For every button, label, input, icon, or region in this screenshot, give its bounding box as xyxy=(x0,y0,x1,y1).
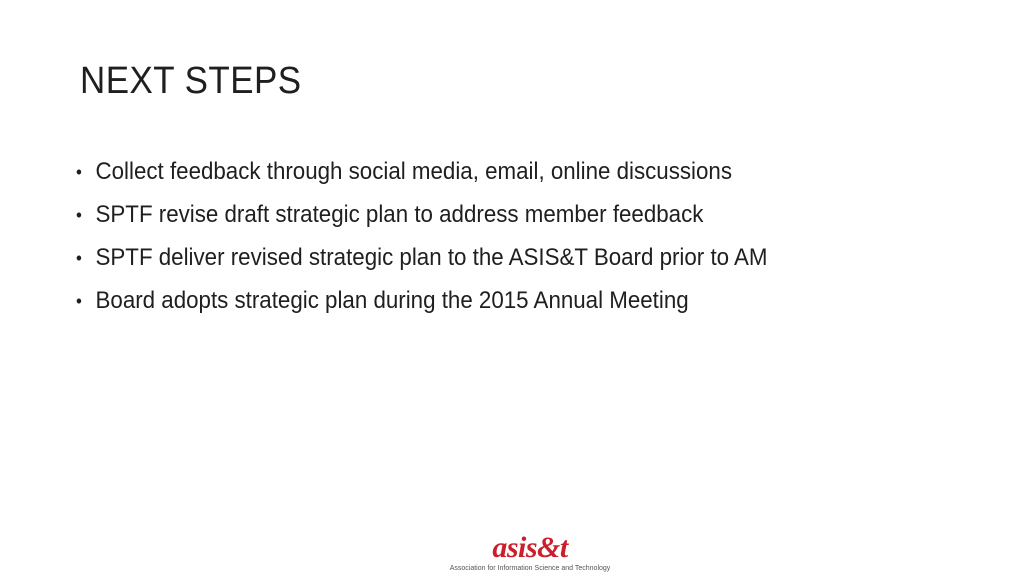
logo-wordmark: asis&t xyxy=(492,531,568,564)
bullet-icon: • xyxy=(76,291,82,311)
bullet-icon: • xyxy=(76,162,82,182)
asist-logo xyxy=(447,532,613,573)
bullet-item xyxy=(76,281,768,324)
bullet-item xyxy=(76,238,768,281)
bullet-item xyxy=(76,152,768,195)
bullet-icon: • xyxy=(76,248,82,268)
slide-title: NEXT STEPS xyxy=(80,60,302,102)
logo-tagline: Association for Information Science and Technology xyxy=(449,565,611,572)
bullet-text: Board adopts strategic plan during the 2015 Annual Meeting xyxy=(95,287,689,314)
bullet-text: SPTF revise draft strategic plan to address member feedback xyxy=(95,201,704,228)
bullet-text: SPTF deliver revised strategic plan to the ASIS&T Board prior to AM xyxy=(95,244,768,271)
bullet-text: Collect feedback through social media, email, online discussions xyxy=(95,158,732,185)
bullet-item xyxy=(76,195,768,238)
bullet-list xyxy=(76,152,820,324)
bullet-icon: • xyxy=(76,205,82,225)
